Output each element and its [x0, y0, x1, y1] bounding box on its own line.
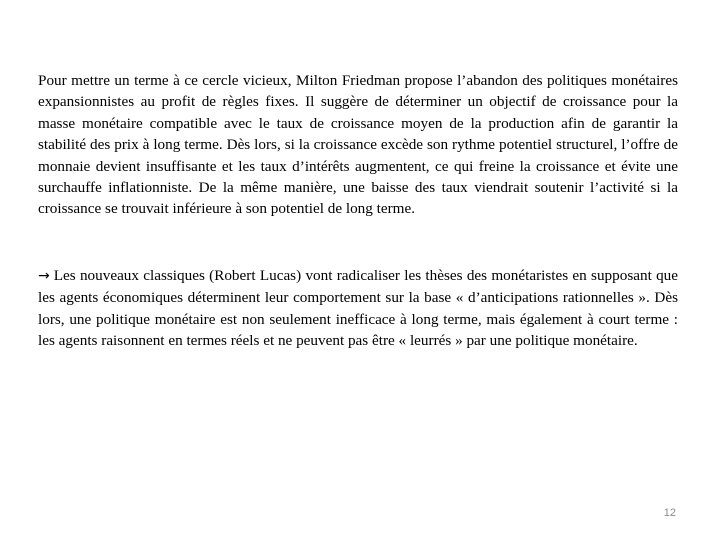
page-number: 12 — [663, 507, 676, 519]
paragraph-friedman: Pour mettre un terme à ce cercle vicieux, Milton Friedman propose l’abandon des politiques monétaires expansionnistes au profit de règles fixes. Il suggère de déterminer un objectif de croissance pour la masse monétaire compatible avec le taux de croissance moyen de la production afin de garantir la stabilité des prix à long terme. Dès lors, si la croissance excède son rythme potentiel structurel, l’offre de monnaie devient insuffisante et les taux d’intérêts augmentent, ce qui freine la croissance et évite une surchauffe inflationniste. De la même manière, une baisse des taux viendrait soutenir l’activité si la croissance se trouvait inférieure à son potentiel de long terme. — [38, 72, 678, 218]
paragraph-nouveaux-classiques — [38, 265, 678, 352]
right-arrow-icon: → — [38, 268, 50, 284]
paragraph-nouveaux-classiques-text: Les nouveaux classiques (Robert Lucas) vont radicaliser les thèses des monétaristes en supposant que les agents économiques déterminent leur comportement sur la base « d’anticipations rationnelles ». Dès lors, une politique monétaire est non seulement inefficace à long terme, mais également à court terme : les agents raisonnent en termes réels et ne peuvent pas être « leurrés » par une politique monétaire. — [38, 267, 678, 350]
